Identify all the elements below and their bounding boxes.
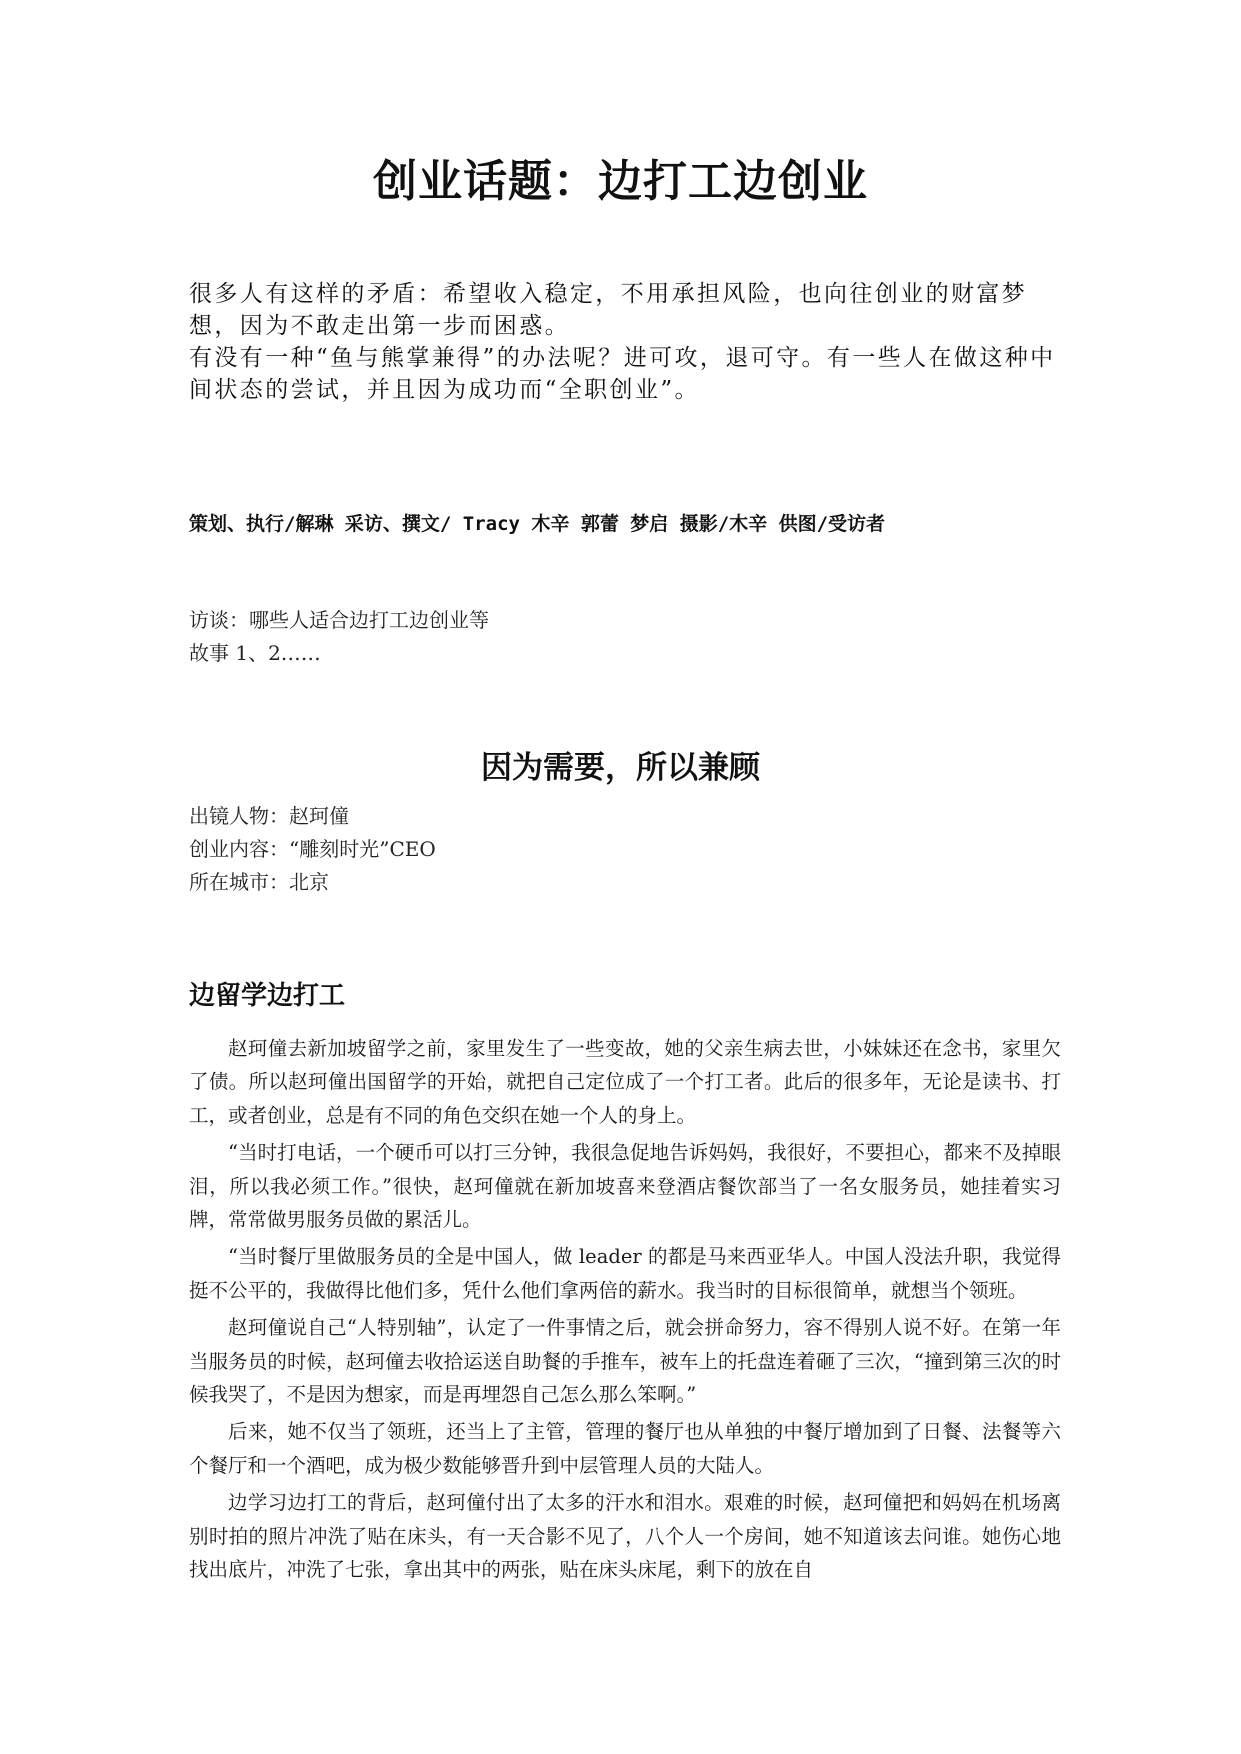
body-paragraph: “当时餐厅里做服务员的全是中国人，做 leader 的都是马来西亚华人。中国人没法升职，我觉得挺不公平的，我做得比他们多，凭什么他们拿两倍的薪水。我当时的目标很简单，就想当个领班。: [189, 1245, 1061, 1302]
body-paragraph: 边学习边打工的背后，赵珂僮付出了太多的汗水和泪水。艰难的时候，赵珂僮把和妈妈在机场离别时拍的照片冲洗了贴在床头，有一天合影不见了，八个人一个房间，她不知道该去问谁。她伤心地找出底片，冲洗了七张，拿出其中的两张，贴在床头床尾，剩下的放在自: [189, 1491, 1061, 1582]
profile-city: 所在城市：北京: [189, 870, 329, 894]
toc-item-stories: 故事 1、2……: [189, 641, 321, 665]
body-paragraph: “当时打电话，一个硬币可以打三分钟，我很急促地告诉妈妈，我很好，不要担心，都来不及掉眼泪，所以我必须工作。”很快，赵珂僮就在新加坡喜来登酒店餐饮部当了一名女服务员，她挂着实习牌，常常做男服务员做的累活儿。: [189, 1141, 1061, 1232]
section-title: 因为需要，所以兼顾: [481, 750, 760, 786]
profile-person: 出镜人物：赵珂僮: [189, 804, 349, 828]
profile-info: [189, 800, 789, 899]
subsection-title: 边留学边打工: [189, 981, 346, 1011]
lead-paragraph: 很多人有这样的矛盾：希望收入稳定，不用承担风险，也向往创业的财富梦想，因为不敢走出第一步而困惑。: [189, 281, 1028, 339]
body-paragraph: 赵珂僮说自己“人特别轴”，认定了一件事情之后，就会拼命努力，容不得别人说不好。在第一年当服务员的时候，赵珂僮去收拾运送自助餐的手推车，被车上的托盘连着砸了三次，“撞到第三次的时候我哭了，不是因为想家，而是再埋怨自己怎么那么笨啊。”: [189, 1316, 1061, 1407]
lead-paragraphs: [189, 278, 1061, 406]
lead-paragraph: 有没有一种“鱼与熊掌兼得”的办法呢？进可攻，退可守。有一些人在做这种中间状态的尝试，并且因为成功而“全职创业”。: [189, 345, 1056, 403]
credits-line: 策划、执行/解琳 采访、撰文/ Tracy 木辛 郭蕾 梦启 摄影/木辛 供图/受访者: [189, 513, 886, 535]
profile-business: 创业内容：“雕刻时光”CEO: [189, 837, 436, 861]
toc-item-interview: 访谈：哪些人适合边打工边创业等: [189, 608, 489, 632]
table-of-contents: [189, 604, 789, 670]
body-paragraph: 后来，她不仅当了领班，还当上了主管，管理的餐厅也从单独的中餐厅增加到了日餐、法餐等六个餐厅和一个酒吧，成为极少数能够晋升到中层管理人员的大陆人。: [189, 1420, 1061, 1477]
article-body: [189, 1032, 1061, 1591]
page-title: 创业话题：边打工边创业: [373, 156, 868, 207]
body-paragraph: 赵珂僮去新加坡留学之前，家里发生了一些变故，她的父亲生病去世，小妹妹还在念书，家里欠了债。所以赵珂僮出国留学的开始，就把自己定位成了一个打工者。此后的很多年，无论是读书、打工，或者创业，总是有不同的角色交织在她一个人的身上。: [189, 1037, 1061, 1127]
